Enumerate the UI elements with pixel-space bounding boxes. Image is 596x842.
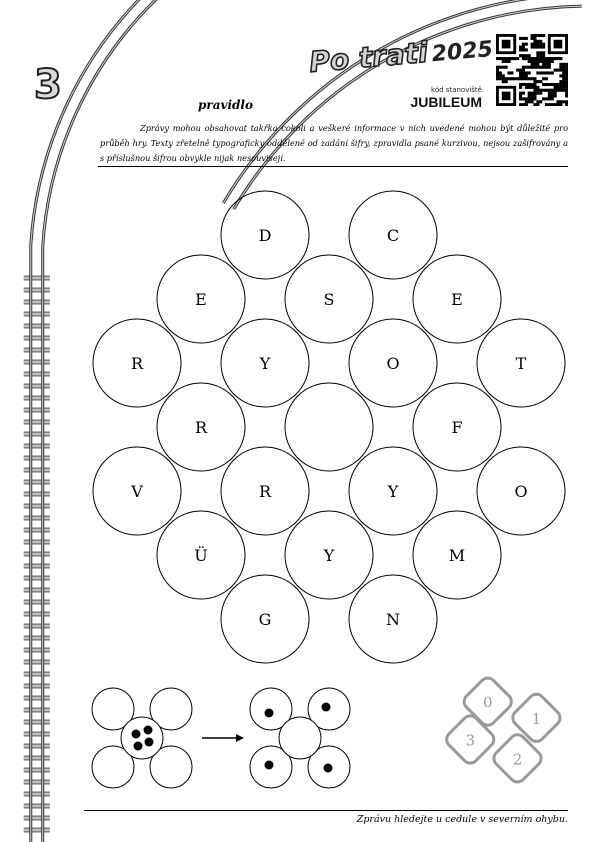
cipher-letter: M	[448, 546, 466, 565]
cipher-letter: F	[451, 418, 463, 437]
cipher-cell	[477, 319, 565, 407]
example-dot	[265, 761, 274, 770]
cipher-letter: R	[194, 418, 208, 437]
stage-number: 3	[34, 62, 62, 108]
cipher-cell	[93, 447, 181, 535]
cipher-letter: O	[514, 482, 528, 501]
cipher-cell	[349, 319, 437, 407]
cipher-cell	[413, 511, 501, 599]
cipher-letter: E	[195, 290, 207, 309]
cipher-letter: C	[386, 226, 400, 245]
cipher-cell	[93, 319, 181, 407]
rotation-label: 3	[465, 731, 476, 750]
cipher-letter: V	[131, 482, 143, 501]
cipher-cell	[221, 575, 309, 663]
cipher-cell	[157, 511, 245, 599]
cipher-letter: Y	[323, 546, 335, 565]
footer-divider	[84, 810, 568, 811]
cipher-cell	[349, 575, 437, 663]
example-dot	[144, 726, 153, 735]
cipher-cell	[221, 319, 309, 407]
cipher-cell	[477, 447, 565, 535]
station-code: JUBILEUM	[410, 94, 482, 110]
example-dot	[322, 703, 331, 712]
example-dot	[265, 709, 274, 718]
rotation-label: 2	[512, 750, 523, 769]
cipher-cell	[285, 511, 373, 599]
example-dot	[132, 730, 141, 739]
cipher-letter: O	[386, 354, 400, 373]
example-flower	[92, 688, 192, 788]
cipher-letter: N	[386, 610, 400, 629]
rotation-label: 1	[531, 709, 542, 728]
station-label: kód stanoviště	[431, 86, 482, 94]
rules-title: pravidlo	[198, 98, 253, 112]
cipher-letter: R	[258, 482, 272, 501]
cipher-letter: Y	[259, 354, 271, 373]
cipher-cell	[221, 447, 309, 535]
example-dot	[145, 738, 154, 747]
example-dot	[324, 764, 333, 773]
cipher-letter: D	[258, 226, 272, 245]
rotation-example	[92, 688, 350, 788]
cipher-cell	[157, 255, 245, 343]
cipher-letter: Ü	[194, 546, 208, 565]
cipher-letter: R	[130, 354, 144, 373]
example-flower	[250, 688, 350, 788]
cipher-letter: E	[451, 290, 463, 309]
cipher-letter: G	[258, 610, 272, 629]
brand-year: 2025	[430, 36, 494, 68]
cipher-cell	[285, 383, 373, 471]
cipher-cell	[349, 191, 437, 279]
cipher-cell	[221, 191, 309, 279]
footer-note: Zprávu hledejte u cedule v severním ohybu.	[356, 814, 568, 825]
cipher-cell	[413, 383, 501, 471]
example-dot	[134, 742, 143, 751]
cipher-cell	[349, 447, 437, 535]
cipher-letter: Y	[387, 482, 399, 501]
brand-name: Po trati	[308, 35, 430, 79]
rules-text: Zprávy mohou obsahovat takřka cokoli a veškeré informace v nich uvedené mohou být důležité pro průběh hry. Texty zřetelně typograficky oddělené od zadání šifry, zpravidla psané kurzivou, nejsou zašifrovány a s příslušnou šifrou obvykle nijak nesouvisejí.	[100, 123, 568, 163]
cipher-cell	[157, 383, 245, 471]
rotation-label: 0	[483, 693, 493, 712]
rotation-legend	[443, 675, 563, 785]
cipher-cell	[285, 255, 373, 343]
cipher-letter: T	[515, 354, 527, 373]
cipher-cell	[413, 255, 501, 343]
cipher-letter: S	[323, 290, 335, 309]
